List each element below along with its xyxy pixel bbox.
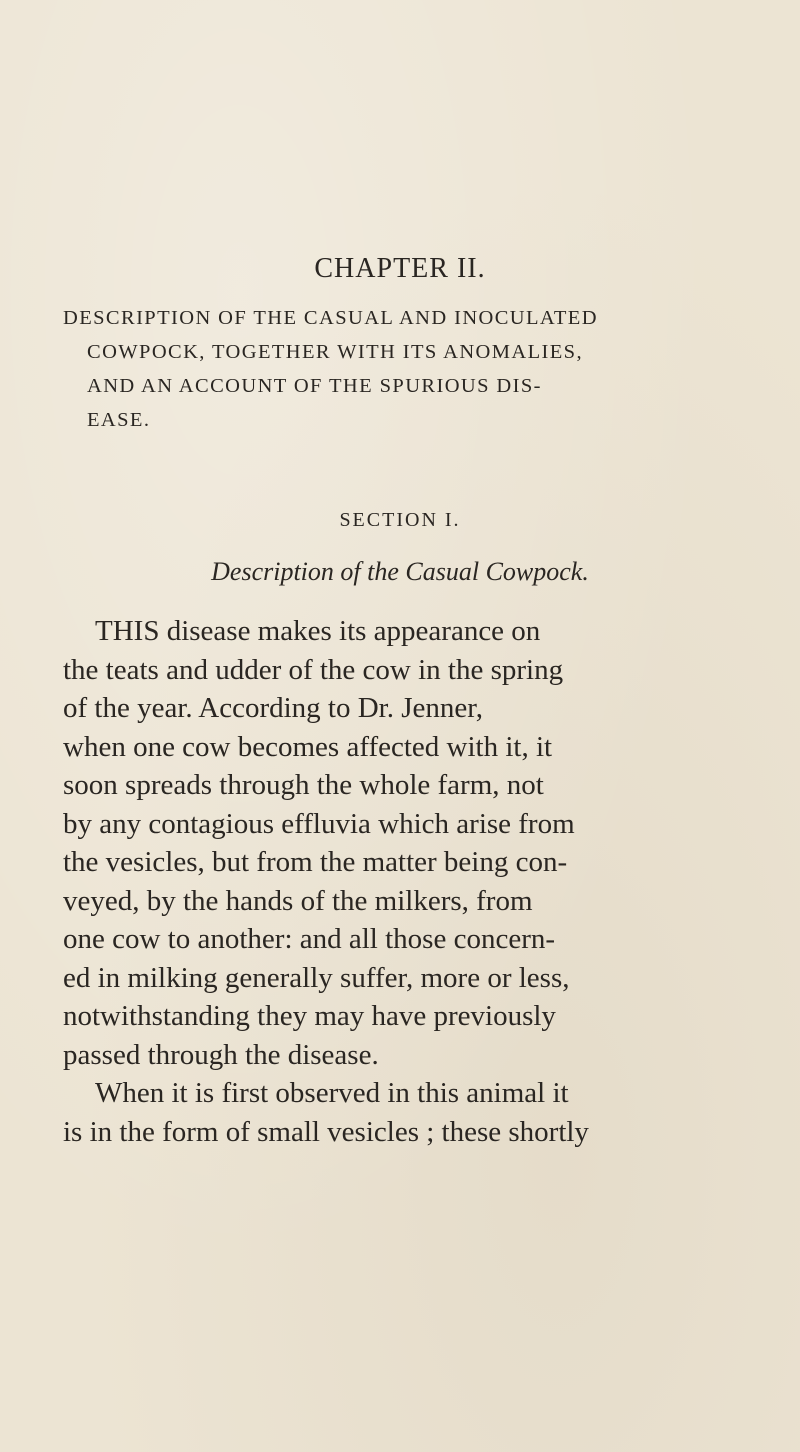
body-line: notwithstanding they may have previously (63, 1000, 556, 1032)
body-line: passed through the disease. (63, 1038, 379, 1071)
body-line: by any contagious effluvia which arise from (63, 807, 575, 840)
body-line: is in the form of small vesicles ; these shortly (63, 1115, 589, 1148)
body-paragraphs (63, 612, 743, 1151)
description-line: DESCRIPTION OF THE CASUAL AND INOCULATED (63, 307, 598, 329)
chapter-description (63, 301, 723, 437)
description-line: AND AN ACCOUNT OF THE SPURIOUS DIS- (87, 375, 542, 397)
body-line: veyed, by the hands of the milkers, from (63, 884, 533, 917)
body-line: the vesicles, but from the matter being con- (63, 846, 568, 878)
description-line: EASE. (87, 409, 151, 431)
body-line: THIS disease makes its appearance on (95, 615, 541, 647)
description-line: COWPOCK, TOGETHER WITH ITS ANOMALIES, (87, 341, 583, 363)
section-heading: SECTION I. (339, 509, 461, 531)
chapter-heading: CHAPTER II. (314, 253, 486, 284)
body-line: When it is first observed in this animal it (95, 1077, 569, 1109)
body-line: ed in milking generally suffer, more or less, (63, 961, 570, 994)
body-line: the teats and udder of the cow in the spring (63, 653, 564, 686)
body-line: when one cow becomes affected with it, it (63, 730, 553, 763)
body-line: one cow to another: and all those concern- (63, 923, 556, 955)
body-line: of the year. According to Dr. Jenner, (63, 692, 484, 724)
body-line: soon spreads through the whole farm, not (63, 769, 544, 801)
section-title: Description of the Casual Cowpock. (211, 557, 589, 586)
